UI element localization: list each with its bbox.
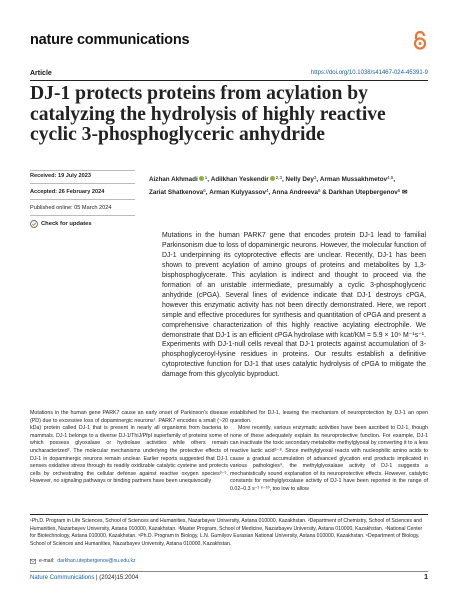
envelope-icon bbox=[30, 559, 36, 564]
footer-citation-text: | (2024)15:2004 bbox=[94, 575, 139, 581]
meta-divider bbox=[30, 199, 135, 200]
author: Arman Kulyyassov$^4$, bbox=[209, 187, 272, 196]
body-column-left bbox=[30, 410, 228, 486]
orcid-icon[interactable] bbox=[199, 176, 204, 181]
footer-journal-link[interactable]: Nature Communications bbox=[30, 575, 95, 581]
abstract bbox=[162, 231, 426, 380]
check-updates-label: Check for updates bbox=[41, 221, 92, 227]
abstract-text: Mutations in the human PARK7 gene that encodes protein DJ-1 lead to familial Parkinsonism due to loss of dopaminergic neurons. However, the molecular function of DJ-1 underpinning its cytoprotective effects are unclear. Recently, DJ-1 has been shown to prevent acylation of amino groups of proteins and metabolites by 1,3-bisphosphoglycerate. This acylation is indirect and thought to proceed via the formation of an unstable intermediate, presumably a cyclic 3-phosphoglyceric anhydride (cPGA). Several lines of evidence indicate that DJ-1 destroys cPGA, however this enzymatic activity has not been directly demonstrated. Here, we report simple and effective procedures for synthesis and quantitation of cPGA and present a comprehensive characterization of this highly reactive acylating electrophile. We demonstrate that DJ-1 is an efficient cPGA hydrolase with kcat/KM = 5.9 × 10⁶ M⁻¹s⁻¹. Experiments with DJ-1-null cells reveal that DJ-1 protects against accumulation of 3-phosphoglyceroyl-lysine residues in proteins. Our results establish a definitive cytoprotective function for DJ-1 that uses catalytic hydrolysis of cPGA to mitigate the damage from this glycolytic byproduct. bbox=[162, 232, 426, 379]
email-link[interactable]: darkhan.utepbergenov@nu.edu.kz bbox=[57, 558, 136, 564]
orcid-icon[interactable] bbox=[270, 176, 275, 181]
footer-divider bbox=[30, 571, 428, 572]
author: Nelly Dey$^3$, bbox=[285, 175, 320, 183]
page-number: 1 bbox=[424, 574, 428, 581]
check-for-updates-button[interactable] bbox=[30, 220, 92, 228]
meta-divider bbox=[30, 183, 135, 184]
body-paragraph: More recently, various enzymatic activities have been ascribed to DJ-1, though none of these adequately explain its neuroprotective function. For example, DJ-1 can inactivate the toxic secondary metabolite methylglyoxal by converting it to a less reactive lactic acid⁶⁻⁸. Since methylglyoxal reacts with nucleophilic amino acids to cause a gradual accumulation of advanced glycation end products implicated in various pathologies⁹, the methylglyoxalase activity of DJ-1 suggests a mechanistically sound explanation of its neuroprotective effects. However, catalytic constants for methylglyoxalase activity of DJ-1 have been reported in the range of 0.02–0.3 s⁻¹ ⁶⁻¹⁰, too low to allow bbox=[230, 425, 428, 492]
article-title: DJ-1 protects proteins from acylation by catalyzing the hydrolysis of highly reactive cyclic 3-phosphoglyceric anhydride bbox=[30, 83, 386, 145]
body-column-right bbox=[230, 410, 428, 494]
published-date: Published online: 05 March 2024 bbox=[30, 205, 112, 211]
open-access-icon[interactable] bbox=[412, 30, 428, 50]
article-type: Article bbox=[30, 70, 52, 77]
author: Zariat Shatkenova$^6$, bbox=[149, 187, 210, 196]
author-list bbox=[149, 173, 419, 198]
footer-citation bbox=[30, 575, 138, 581]
author: Anna Andreeva$^6$ & bbox=[271, 187, 329, 196]
meta-divider bbox=[30, 215, 135, 216]
body-paragraph: established for DJ-1, leaving the mechanism of neuroprotection by DJ-1 an open question. bbox=[230, 410, 428, 424]
affiliation-divider bbox=[30, 514, 428, 515]
doi-link[interactable]: https://doi.org/10.1038/s41467-024-45391-9 bbox=[310, 70, 428, 76]
meta-divider bbox=[30, 170, 135, 171]
body-paragraph: Mutations in the human gene PARK7 cause an early onset of Parkinson's disease (PD) due to excessive loss of dopaminergic neurons¹. PARK7 encodes a small (~20 kDa) protein called DJ-1 that is present in nearly all organisms from bacteria to mammals. DJ-1 belongs to a diverse DJ-1/ThiJ/PfpI superfamily of proteins some of which possess glyoxalase or hydrolase activities while others remain uncharacterized². The molecular mechanisms underlying the protective effects of DJ-1 in dopaminergic neurons remain unclear. Earlier reports suggested that DJ-1 senses oxidative stress through its readily oxidizable catalytic cysteine and protects cells by orchestrating the cellular defense against reactive oxygen species³⁻⁵. However, no signaling pathways or binding partners have been unequivocally bbox=[30, 410, 228, 485]
affiliations: ¹Ph.D. Program in Life Sciences, School of Sciences and Humanities, Nazarbayev University, Astana 010000, Kazakhstan. ²Department of Chemistry, School of Sciences and Humanities, Nazarbayev University, Astana 010000, Kazakhstan. ³Master Program, School of Medicine, Nazarbayev University, Astana 010000, Kazakhstan. ⁴National Center for Biotechnology, Astana 010000, Kazakhstan. ⁵Ph.D. Program in Biology, L.N. Gumilyov Eurasian National University, Astana 010000, Kazakhstan. ⁶Department of Biology, School of Sciences and Humanities, Nazarbayev University, Astana 010000, Kazakhstan. bbox=[30, 518, 423, 547]
corresponding-email: e-mail: darkhan.utepbergenov@nu.edu.kz bbox=[30, 558, 136, 564]
author: Darkhan Utepbergenov$^6$ ✉ bbox=[328, 187, 408, 196]
header-divider bbox=[30, 80, 428, 81]
author: Aizhan Akhmadi $^1$, bbox=[149, 175, 211, 183]
check-updates-icon bbox=[30, 220, 38, 228]
author: Adilkhan Yeskendir $^{2,3}$, bbox=[210, 175, 286, 183]
received-date: Received: 19 July 2023 bbox=[30, 173, 91, 179]
accepted-date: Accepted: 26 February 2024 bbox=[30, 189, 105, 195]
author: Arman Mussakhmetov$^{4,5}$, bbox=[319, 175, 396, 183]
journal-name[interactable]: nature communications bbox=[30, 32, 190, 48]
